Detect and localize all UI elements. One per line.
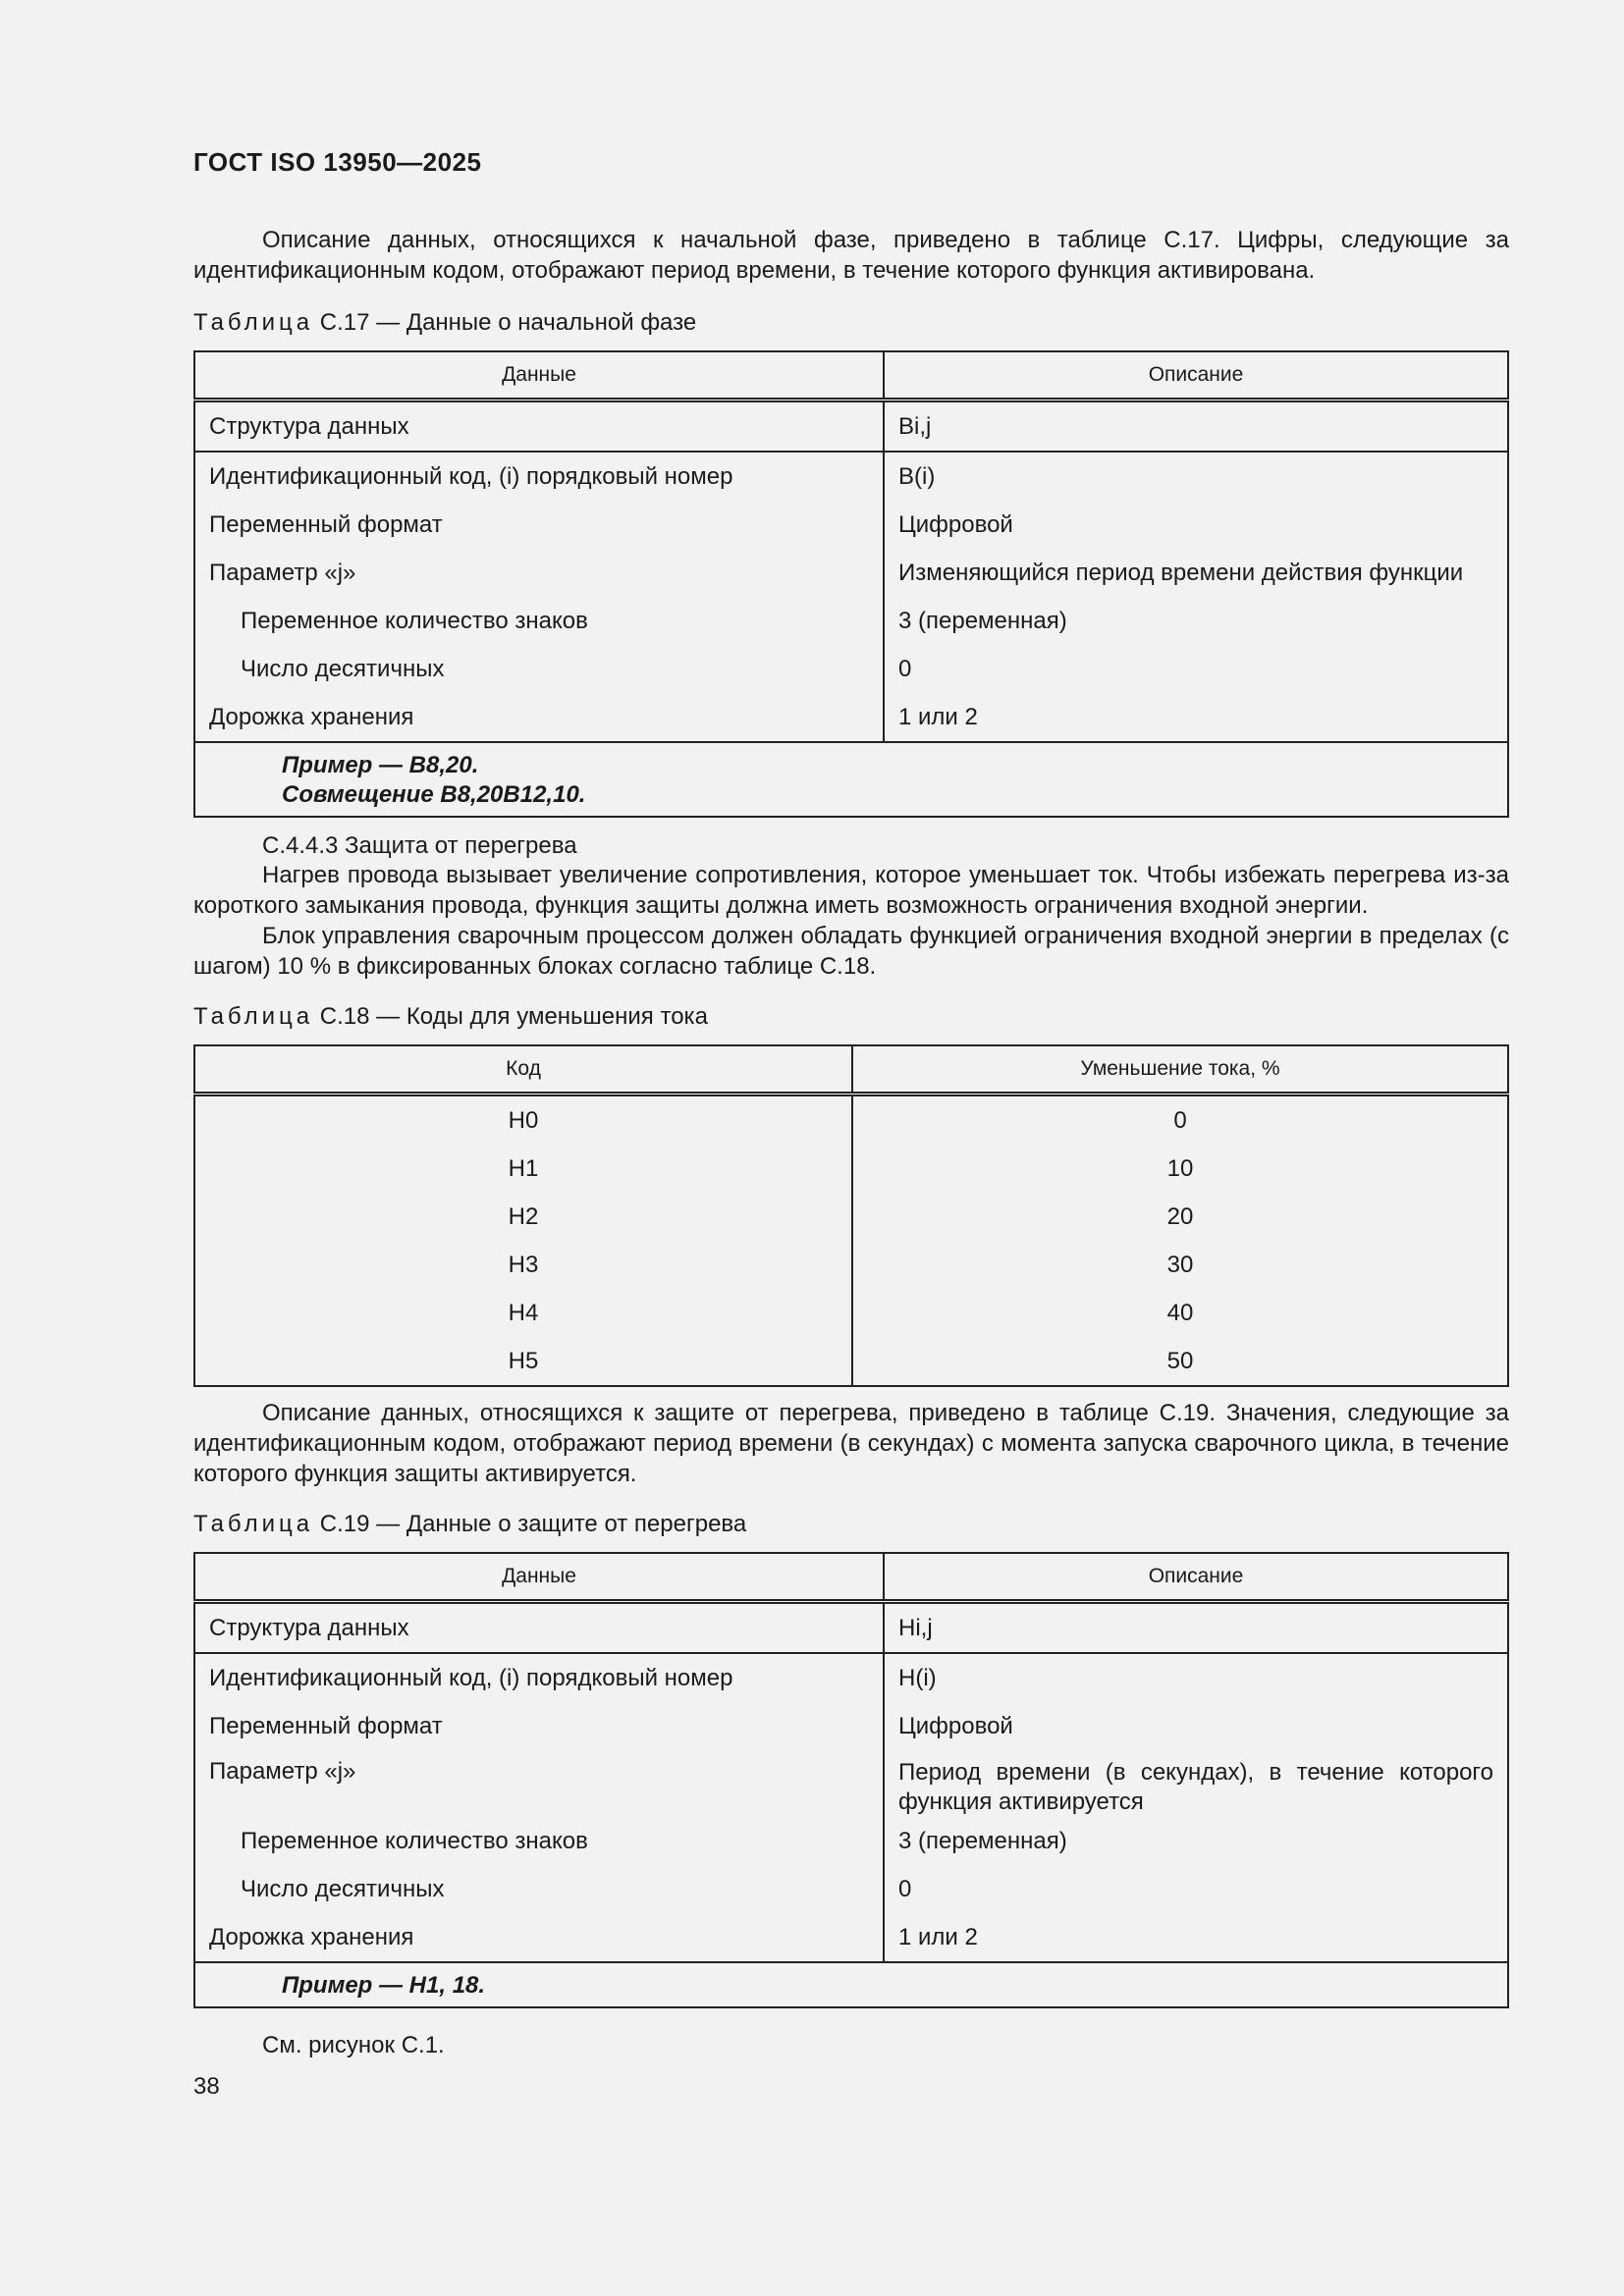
paragraph-overheat: Нагрев провода вызывает увеличение сопротивления, которое уменьшает ток. Чтобы избежать перегрева из-за короткого замыкания провода, функция защиты должна иметь возможность ограничения входной энергии.: [193, 862, 1509, 919]
table-cell: Bi,j: [884, 400, 1508, 453]
table-cell: Цифровой: [898, 510, 1013, 538]
document-header: ГОСТ ISO 13950—2025: [193, 147, 482, 177]
table-c18: [193, 1044, 1509, 1387]
table-cell: Идентификационный код, (i) порядковый номер: [194, 452, 884, 501]
table-row: [194, 1337, 1508, 1386]
table-row: [194, 1241, 1508, 1289]
table-header-row: [194, 351, 1508, 400]
table-row: [194, 597, 1508, 645]
page-number: 38: [193, 2073, 220, 2100]
table-row: [194, 1750, 1508, 1817]
table-cell: B(i): [898, 462, 936, 490]
table-cell: 0: [898, 655, 912, 682]
table-cell: H0: [194, 1095, 852, 1146]
example-line: Совмещение B8,20B12,10.: [282, 781, 586, 808]
table-cell: Число десятичных: [194, 645, 884, 693]
table-c19-caption: [193, 1511, 746, 1538]
table-cell: Структура данных: [194, 400, 884, 453]
table-c19: [193, 1552, 1509, 2008]
example-line: Пример — H1, 18.: [282, 1972, 486, 1999]
table-c18-caption: [193, 1003, 708, 1031]
table-cell: 3 (переменная): [898, 1827, 1067, 1854]
table-cell: Дорожка хранения: [194, 693, 884, 742]
table-row: [194, 1702, 1508, 1750]
table-cell: 3 (переменная): [898, 607, 1067, 634]
table-example: [194, 1962, 1508, 2007]
table-cell: Дорожка хранения: [194, 1913, 884, 1962]
table-cell: 0: [898, 1875, 912, 1902]
table-cell: 50: [1166, 1347, 1194, 1374]
column-header: Данные: [194, 351, 884, 400]
column-header: Код: [194, 1045, 852, 1095]
table-caption-text: С.17 — Данные о начальной фазе: [319, 309, 697, 336]
table-cell: Число десятичных: [194, 1865, 884, 1913]
table-cell: H(i): [898, 1664, 937, 1691]
table-cell: Параметр «j»: [194, 549, 884, 597]
table-cell: Переменный формат: [194, 1702, 884, 1750]
table-header-row: [194, 1045, 1508, 1095]
section-title: С.4.4.3 Защита от перегрева: [262, 832, 577, 859]
table-cell: 1 или 2: [898, 703, 978, 730]
table-cell: Переменное количество знаков: [194, 597, 884, 645]
table-cell: H1: [194, 1145, 852, 1193]
paragraph-intro-c19: Описание данных, относящихся к защите от перегрева, приведено в таблице С.19. Значения, следующие за идентификационным кодом, отображают период времени (в секундах) с момента запуска сварочного цикла, в течение которого функция защиты активируется.: [193, 1400, 1509, 1487]
table-cell: H5: [194, 1337, 852, 1386]
table-example-row: [194, 742, 1508, 817]
table-cell: 30: [1166, 1251, 1194, 1278]
table-row: [194, 1193, 1508, 1241]
table-row: [194, 1095, 1508, 1146]
table-cell: Hi,j: [884, 1602, 1508, 1654]
paragraph-see-figure: См. рисунок С.1.: [262, 2032, 445, 2058]
table-c17: [193, 350, 1509, 818]
paragraph-energy-limit: Блок управления сварочным процессом должен обладать функцией ограничения входной энергии в пределах (с шагом) 10 % в фиксированных блоках согласно таблице С.18.: [193, 923, 1509, 980]
table-caption-prefix: Таблица: [193, 309, 314, 336]
table-row: [194, 693, 1508, 742]
table-cell: 10: [1166, 1154, 1194, 1182]
table-cell: H2: [194, 1193, 852, 1241]
table-cell: Структура данных: [194, 1602, 884, 1654]
table-row: [194, 1653, 1508, 1702]
paragraph-intro-c17: Описание данных, относящихся к начальной фазе, приведено в таблице С.17. Цифры, следующие за идентификационным кодом, отображают период времени, в течение которого функция активирована.: [193, 227, 1509, 284]
column-header: Описание: [884, 351, 1508, 400]
table-header-row: [194, 1553, 1508, 1602]
column-header: Уменьшение тока, %: [852, 1045, 1508, 1095]
table-cell: H4: [194, 1289, 852, 1337]
table-cell: 20: [1166, 1202, 1194, 1230]
table-cell: Параметр «j»: [194, 1750, 884, 1817]
table-cell: Цифровой: [898, 1712, 1013, 1739]
table-cell: Переменный формат: [194, 501, 884, 549]
table-row: [194, 1602, 1508, 1654]
table-cell: H3: [194, 1241, 852, 1289]
table-row: [194, 1817, 1508, 1865]
table-row: [194, 501, 1508, 549]
table-row: [194, 1145, 1508, 1193]
table-cell: 40: [1166, 1299, 1194, 1326]
example-line: Пример — B8,20.: [282, 752, 479, 778]
table-example-row: [194, 1962, 1508, 2007]
table-example: [194, 742, 1508, 817]
table-caption-text: С.18 — Коды для уменьшения тока: [319, 1003, 708, 1030]
table-cell: 1 или 2: [898, 1923, 978, 1950]
table-caption-prefix: Таблица: [193, 1003, 314, 1030]
table-row: [194, 452, 1508, 501]
table-cell: Изменяющийся период времени действия функции: [898, 559, 1464, 586]
column-header: Описание: [884, 1553, 1508, 1602]
table-caption-prefix: Таблица: [193, 1511, 314, 1537]
table-c17-caption: [193, 309, 696, 337]
table-row: [194, 400, 1508, 453]
table-row: [194, 1289, 1508, 1337]
table-cell: Период времени (в секундах), в течение которого функция активируется: [898, 1759, 1493, 1815]
table-row: [194, 549, 1508, 597]
table-cell: Идентификационный код, (i) порядковый номер: [194, 1653, 884, 1702]
table-caption-text: С.19 — Данные о защите от перегрева: [319, 1511, 747, 1537]
table-row: [194, 645, 1508, 693]
table-row: [194, 1865, 1508, 1913]
column-header: Данные: [194, 1553, 884, 1602]
table-row: [194, 1913, 1508, 1962]
table-cell: Переменное количество знаков: [194, 1817, 884, 1865]
table-cell: 0: [1173, 1106, 1187, 1134]
